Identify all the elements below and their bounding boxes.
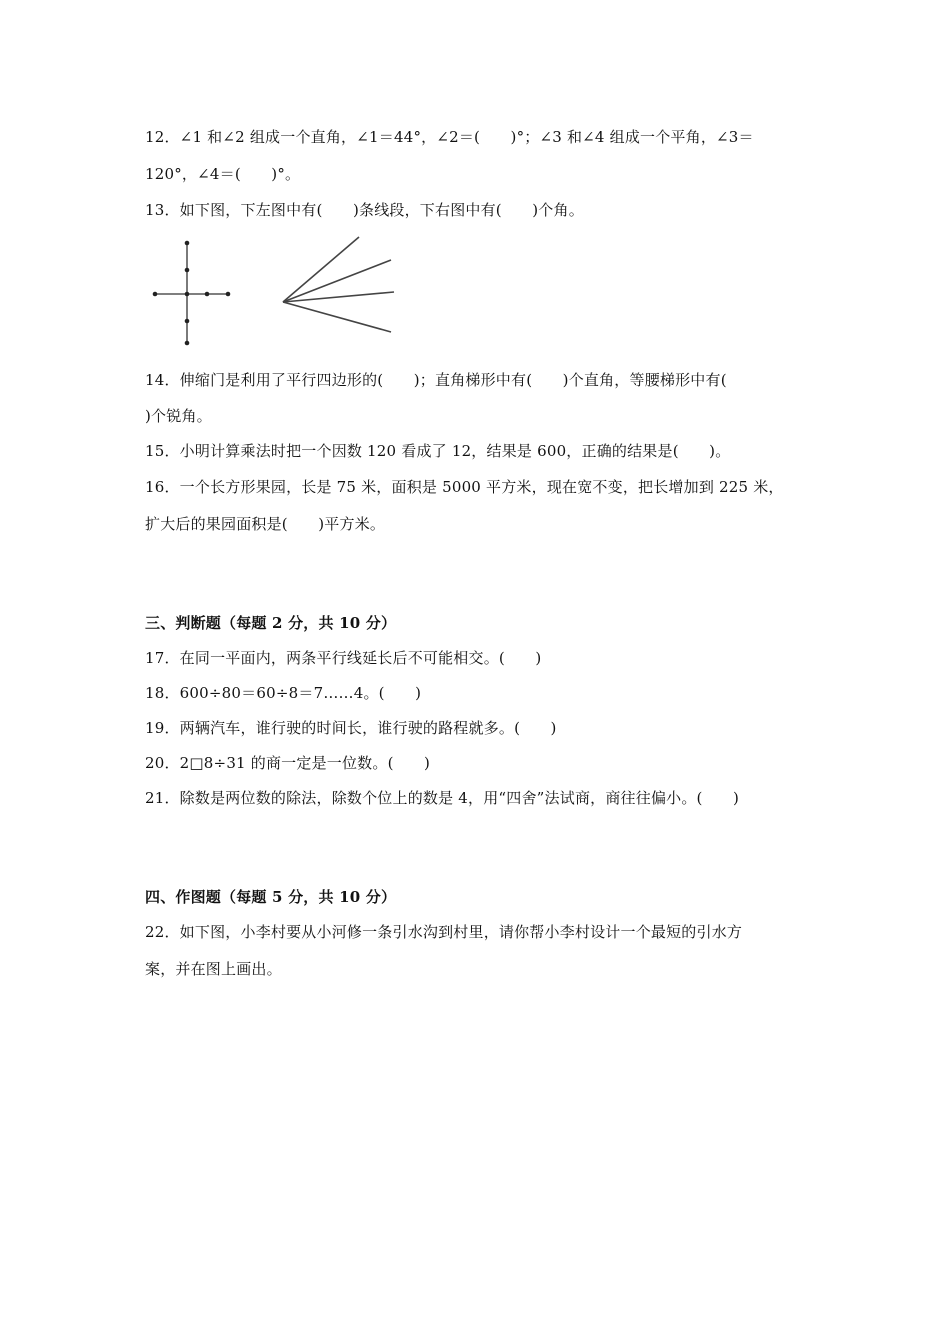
point	[205, 292, 210, 297]
question-19: 19．两辆汽车，谁行驶的时间长，谁行驶的路程就多。( )	[145, 719, 557, 737]
ray	[283, 302, 391, 332]
question-22-line-2: 案，并在图上画出。	[145, 960, 282, 978]
question-12-line-1: 12．∠1 和∠2 组成一个直角，∠1＝44°，∠2＝( )°；∠3 和∠4 组成一个平角，∠3＝	[145, 128, 754, 146]
point	[185, 341, 190, 346]
question-12-line-2: 120°，∠4＝( )°。	[145, 165, 301, 183]
rays-angles-figure	[275, 230, 400, 340]
question-22-line-1: 22．如下图，小李村要从小河修一条引水沟到村里，请你帮小李村设计一个最短的引水方	[145, 923, 743, 941]
point	[185, 292, 190, 297]
question-15-line-1: 15．小明计算乘法时把一个因数 120 看成了 12，结果是 600，正确的结果是( )。	[145, 442, 731, 460]
question-14-line-1: 14．伸缩门是利用了平行四边形的( )；直角梯形中有( )个直角，等腰梯形中有(	[145, 371, 727, 389]
section-3-heading: 三、判断题（每题 2 分，共 10 分）	[145, 614, 397, 632]
question-21: 21．除数是两位数的除法，除数个位上的数是 4，用“四舍”法试商，商往往偏小。( )	[145, 789, 740, 807]
point	[185, 268, 190, 273]
line-segments-cross-figure	[145, 235, 240, 350]
question-16-line-2: 扩大后的果园面积是( )平方米。	[145, 515, 386, 533]
ray	[283, 237, 359, 302]
question-14-line-2: )个锐角。	[145, 407, 212, 425]
ray	[283, 260, 391, 302]
point	[226, 292, 231, 297]
question-18: 18．600÷80＝60÷8＝7……4。( )	[145, 684, 422, 702]
section-4-heading: 四、作图题（每题 5 分，共 10 分）	[145, 888, 397, 906]
point	[185, 241, 190, 246]
question-16-line-1: 16．一个长方形果园，长是 75 米，面积是 5000 平方米，现在宽不变，把长增加到 225 米，	[145, 478, 784, 496]
question-13-line-1: 13．如下图，下左图中有( )条线段，下右图中有( )个角。	[145, 201, 584, 219]
question-17: 17．在同一平面内，两条平行线延长后不可能相交。( )	[145, 649, 542, 667]
point	[153, 292, 158, 297]
point	[185, 319, 190, 324]
question-20: 20．2□8÷31 的商一定是一位数。( )	[145, 754, 431, 772]
ray	[283, 292, 394, 302]
